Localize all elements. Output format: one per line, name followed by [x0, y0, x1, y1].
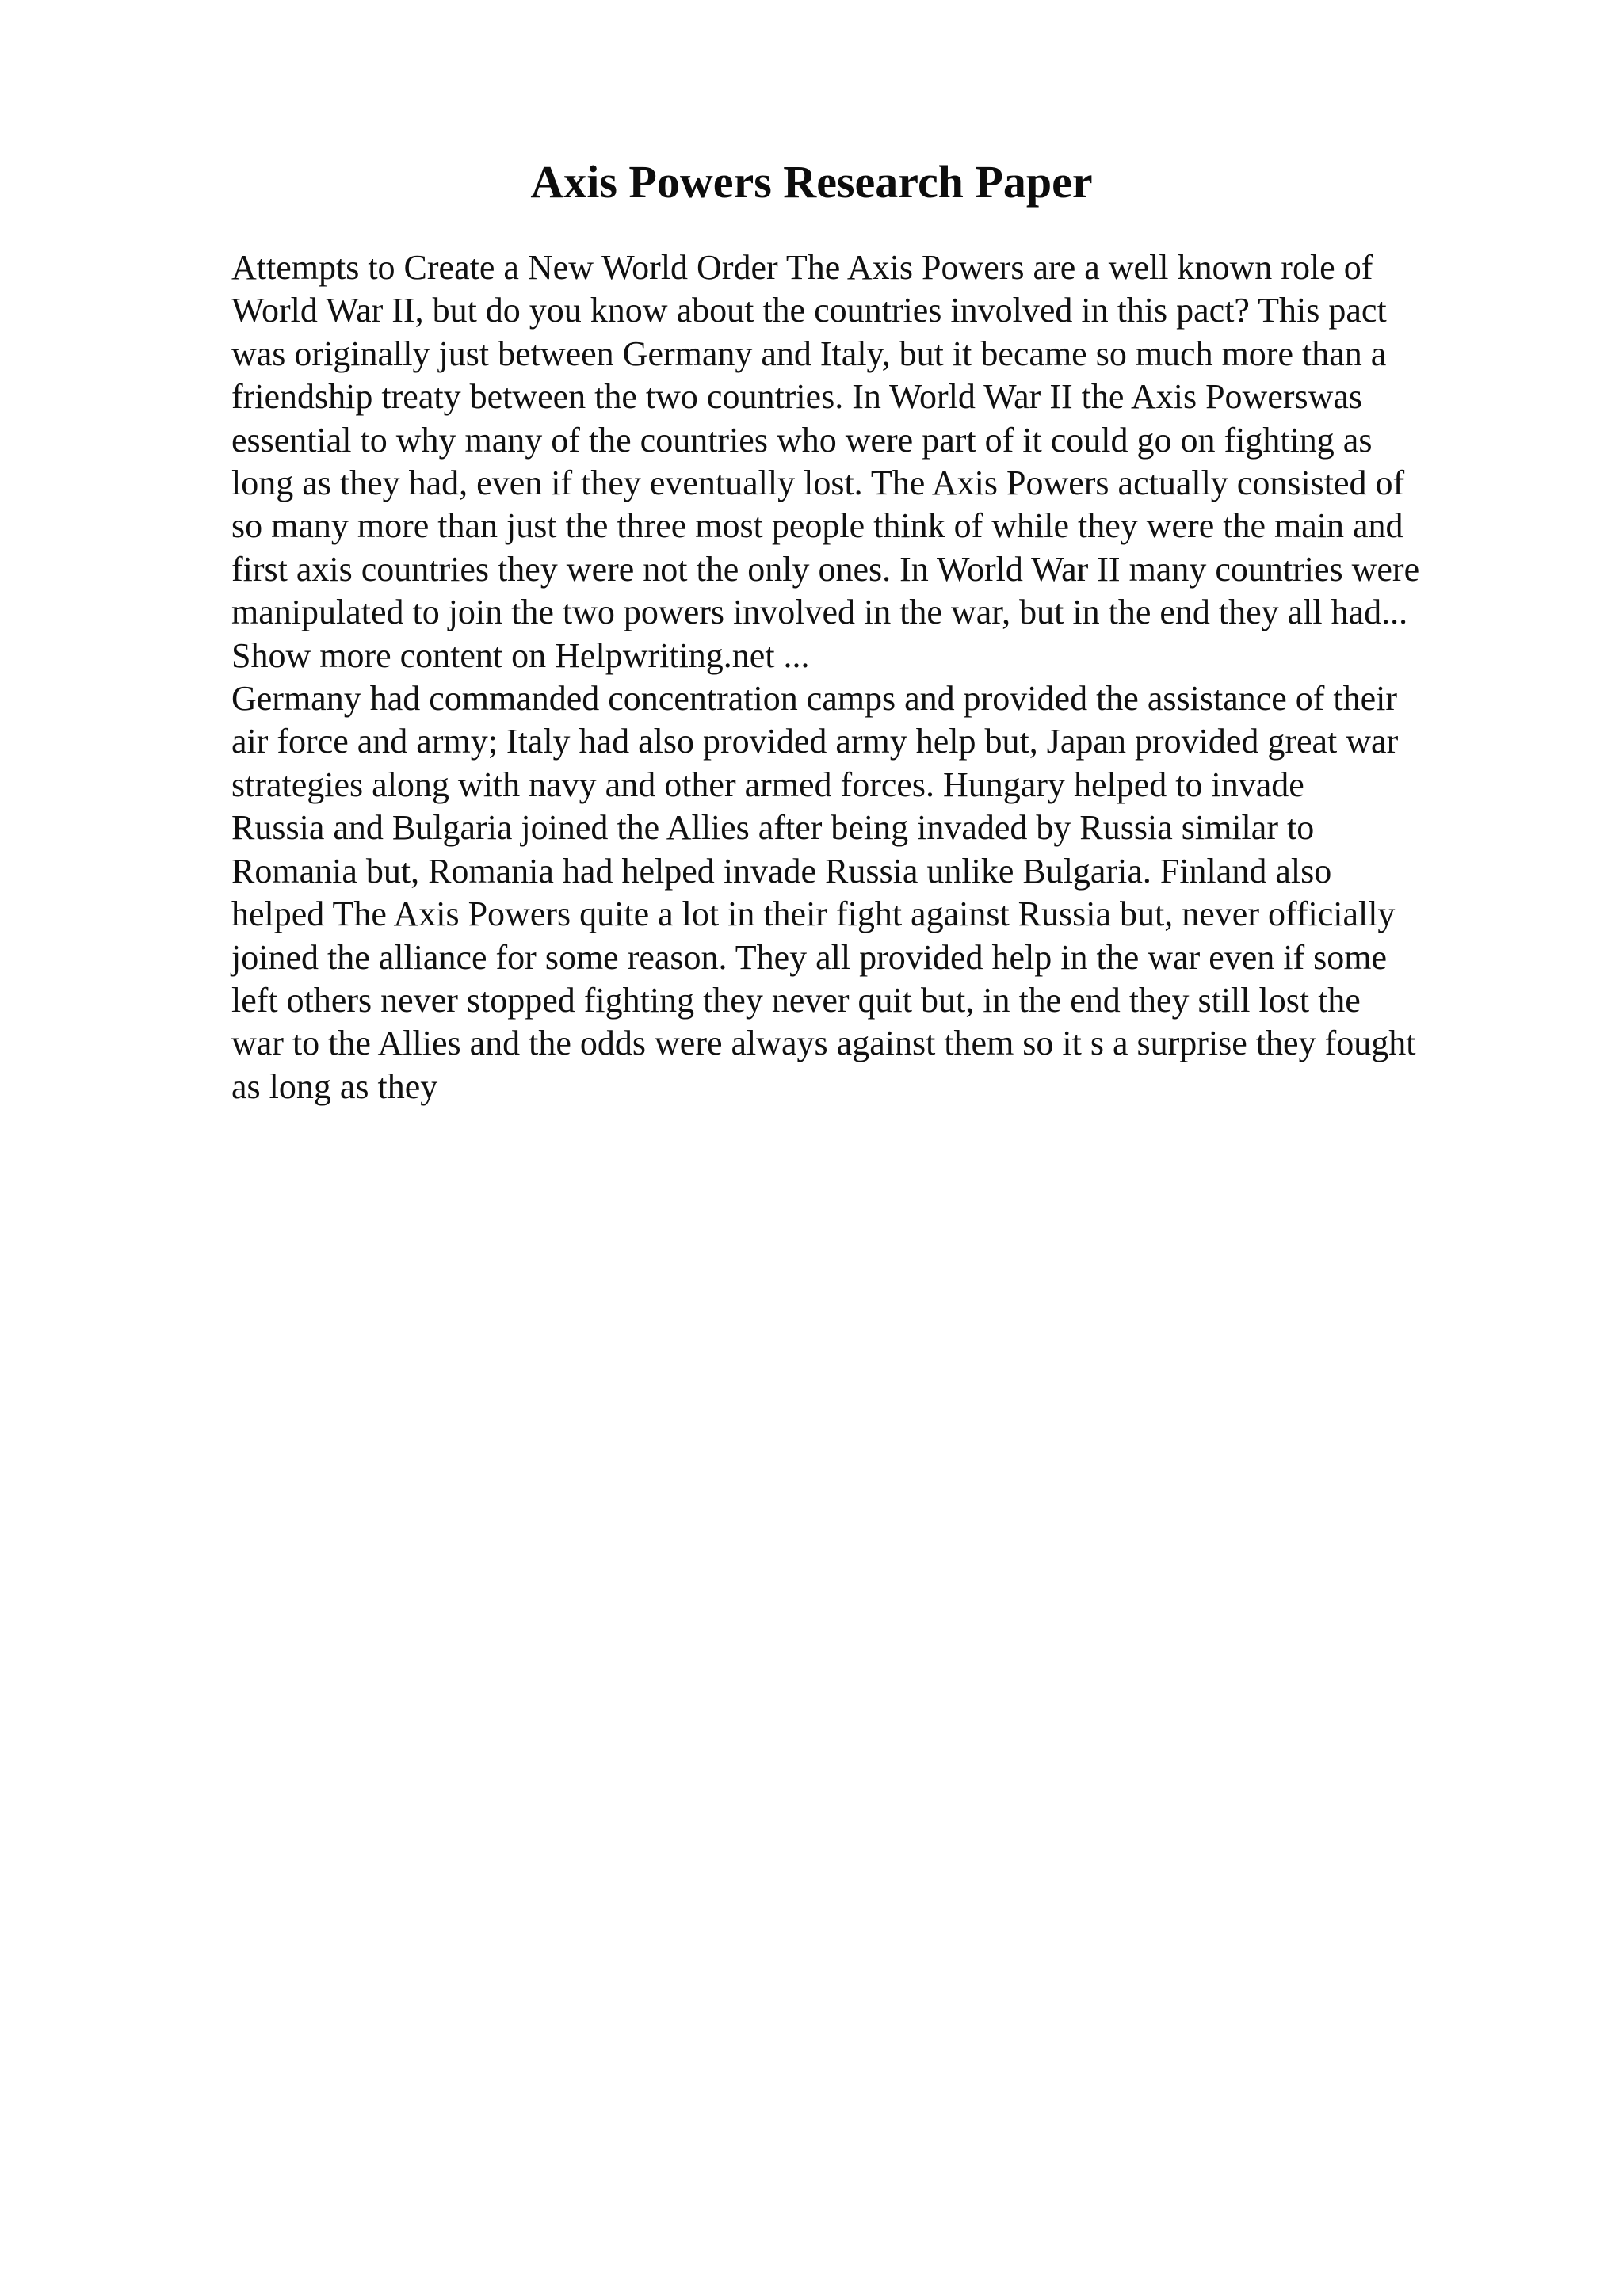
text-line: so many more than just the three most people think of while they were the main and — [231, 506, 1403, 546]
text-line: World War II, but do you know about the countries involved in this pact? This pact — [231, 291, 1387, 330]
text-line: Attempts to Create a New World Order The Axis Powers are a well known role of — [231, 248, 1373, 287]
paragraph-1 — [231, 246, 1515, 635]
text-line: as long as they — [231, 1066, 438, 1106]
text-line: war to the Allies and the odds were always against them so it s a surprise they fought — [231, 1024, 1416, 1063]
text-line: joined the alliance for some reason. They all provided help in the war even if some — [231, 937, 1388, 977]
document-title: Axis Powers Research Paper — [530, 156, 1093, 208]
text-line: left others never stopped fighting they never quit but, in the end they still lost the — [231, 980, 1361, 1020]
text-line: air force and army; Italy had also provided army help but, Japan provided great war — [231, 722, 1399, 761]
text-line: friendship treaty between the two countries. In World War II the Axis Powerswas — [231, 377, 1363, 417]
text-line: strategies along with navy and other armed forces. Hungary helped to invade — [231, 765, 1304, 804]
text-line: manipulated to join the two powers involved in the war, but in the end they all had... — [231, 593, 1408, 632]
text-line: Russia and Bulgaria joined the Allies after being invaded by Russia similar to — [231, 808, 1315, 848]
text-line: Romania but, Romania had helped invade Russia unlike Bulgaria. Finland also — [231, 851, 1332, 891]
text-line: was originally just between Germany and Italy, but it became so much more than a — [231, 334, 1387, 373]
text-line: first axis countries they were not the only ones. In World War II many countries were — [231, 549, 1420, 589]
text-line: long as they had, even if they eventually lost. The Axis Powers actually consisted of — [231, 463, 1405, 503]
paragraph-2 — [231, 677, 1515, 1108]
show-more-link[interactable]: Show more content on Helpwriting.net ... — [231, 635, 810, 675]
text-line: helped The Axis Powers quite a lot in their fight against Russia but, never officially — [231, 894, 1396, 934]
text-line: essential to why many of the countries who were part of it could go on fighting as — [231, 420, 1373, 460]
text-line: Germany had commanded concentration camps and provided the assistance of their — [231, 679, 1398, 719]
document-body — [231, 246, 1515, 1108]
